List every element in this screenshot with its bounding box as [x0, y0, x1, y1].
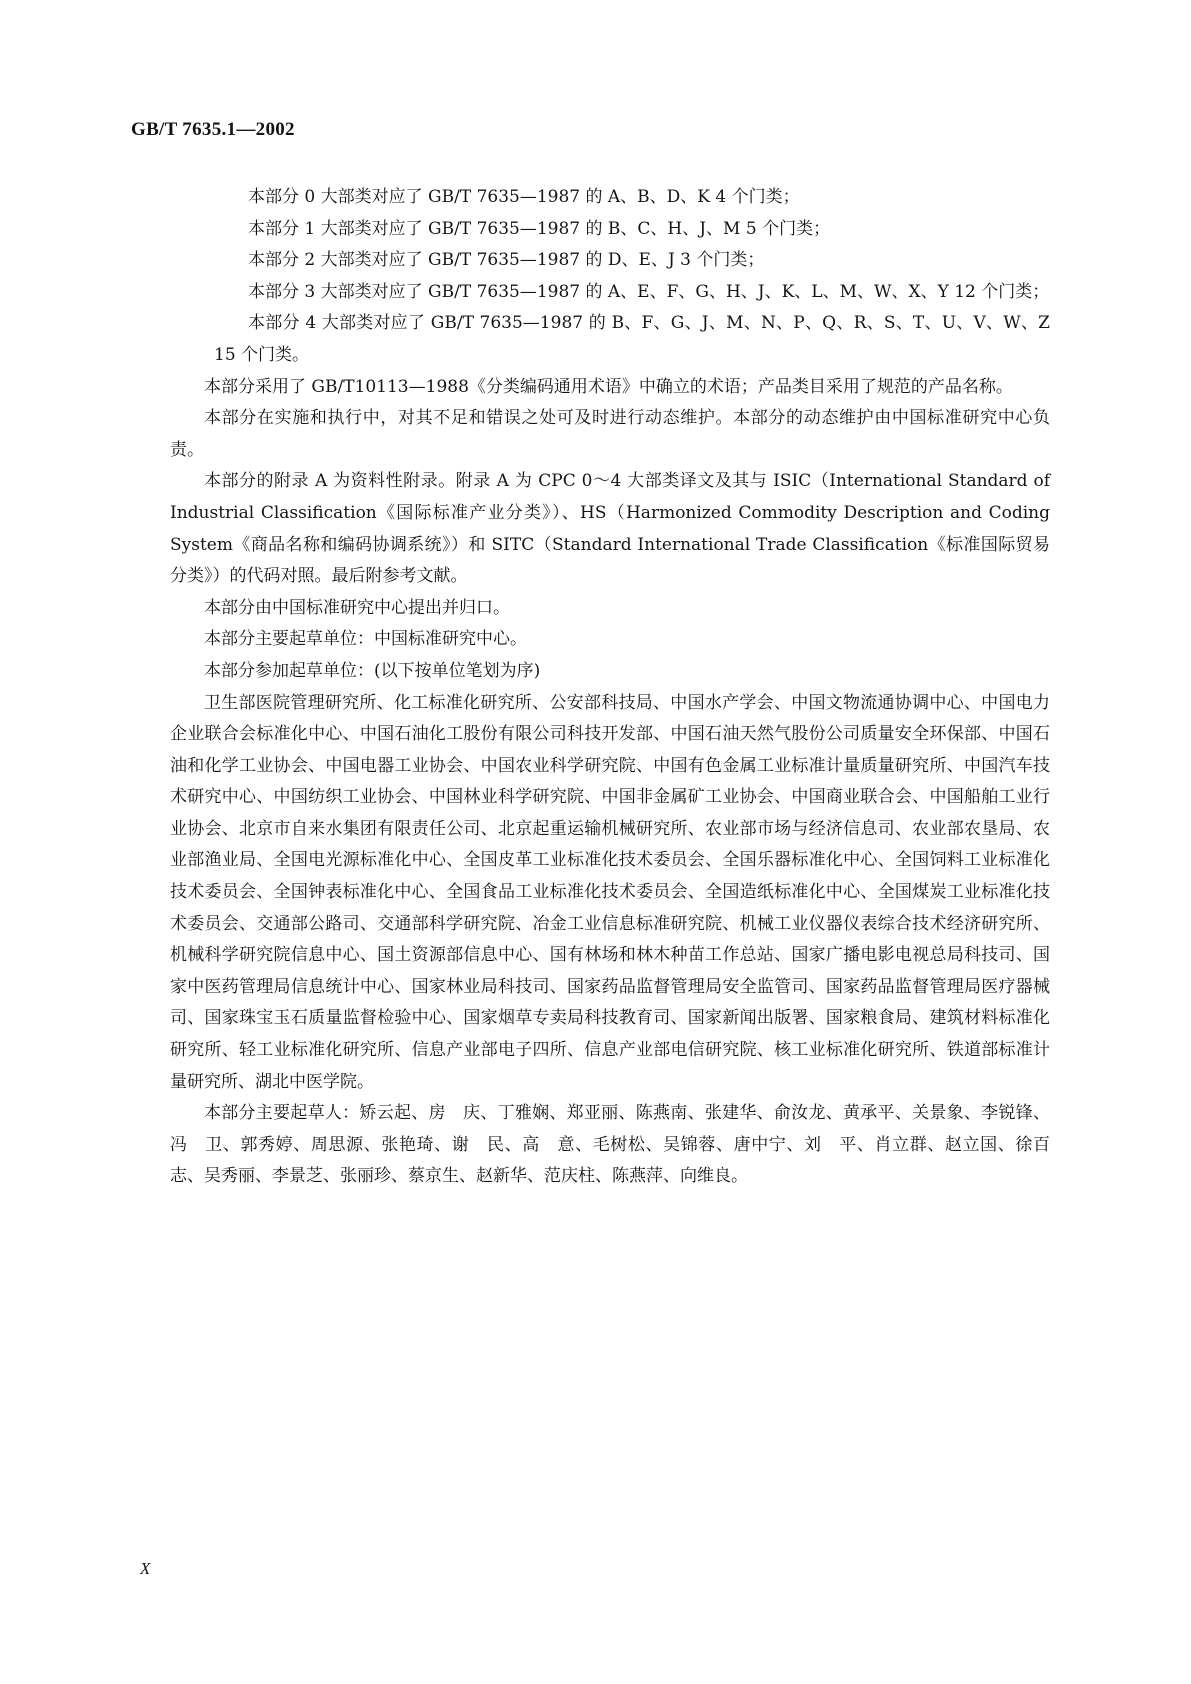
main-drafter-unit-paragraph: 本部分主要起草单位：中国标准研究中心。: [204, 629, 527, 650]
terms-paragraph: 本部分采用了 GB/T10113—1988《分类编码通用术语》中确立的术语；产品类目采用了规范的产品名称。: [204, 376, 1013, 397]
page-number: X: [140, 1559, 151, 1578]
list-item: 本部分 4 大部类对应了 GB/T 7635—1987 的 B、F、G、J、M、N、P、Q、R、S、T、U、V、W、Z 15 个门类。: [214, 313, 1050, 365]
document-body: [170, 182, 1050, 1193]
maintenance-paragraph: 本部分在实施和执行中，对其不足和错误之处可及时进行动态维护。本部分的动态维护由中国标准研究中心负责。: [170, 408, 1050, 460]
participating-units-intro: 本部分参加起草单位：(以下按单位笔划为序): [204, 660, 541, 681]
proposer-paragraph: 本部分由中国标准研究中心提出并归口。: [204, 597, 510, 618]
main-drafters-paragraph: 本部分主要起草人：矫云起、房 庆、丁雅娴、郑亚丽、陈燕南、张建华、俞汝龙、黄承平、关景象、李锐锋、冯 卫、郭秀婷、周思源、张艳琦、谢 民、高 意、毛树松、吴锦蓉、唐中宁、刘 平、肖立群、赵立国、徐百志、吴秀丽、李景芝、张丽珍、蔡京生、赵新华、范庆柱、陈燕萍、向维良。: [170, 1103, 1050, 1187]
appendix-paragraph: 本部分的附录 A 为资料性附录。附录 A 为 CPC 0～4 大部类译文及其与 ISIC（International Standard of Industrial Classification《国际标准产业分类》）、HS（Harmonized Commodity Description and Coding System《商品名称和编码协调系统》）和 SITC（Standard International Trade Classification《标准国际贸易分类》）的代码对照。最后附参考文献。: [170, 471, 1050, 587]
list-item: 本部分 2 大部类对应了 GB/T 7635—1987 的 D、E、J 3 个门类；: [248, 250, 765, 271]
standard-code: GB/T 7635.1—2002: [131, 119, 295, 140]
participating-units-list: 卫生部医院管理研究所、化工标准化研究所、公安部科技局、中国水产学会、中国文物流通协调中心、中国电力企业联合会标准化中心、中国石油化工股份有限公司科技开发部、中国石油天然气股份公司质量安全环保部、中国石油和化学工业协会、中国电器工业协会、中国农业科学研究院、中国有色金属工业标准计量质量研究所、中国汽车技术研究中心、中国纺织工业协会、中国林业科学研究院、中国非金属矿工业协会、中国商业联合会、中国船舶工业行业协会、北京市自来水集团有限责任公司、北京起重运输机械研究所、农业部市场与经济信息司、农业部农垦局、农业部渔业局、全国电光源标准化中心、全国皮革工业标准化技术委员会、全国乐器标准化中心、全国饲料工业标准化技术委员会、全国钟表标准化中心、全国食品工业标准化技术委员会、全国造纸标准化中心、全国煤炭工业标准化技术委员会、交通部公路司、交通部科学研究院、冶金工业信息标准研究院、机械工业仪器仪表综合技术经济研究所、机械科学研究院信息中心、国土资源部信息中心、国有林场和林木种苗工作总站、国家广播电影电视总局科技司、国家中医药管理局信息统计中心、国家林业局科技司、国家药品监督管理局安全监管司、国家药品监督管理局医疗器械司、国家珠宝玉石质量监督检验中心、国家烟草专卖局科技教育司、国家新闻出版署、国家粮食局、建筑材料标准化研究所、轻工业标准化研究所、信息产业部电子四所、信息产业部电信研究院、核工业标准化研究所、铁道部标准计量研究所、湖北中医学院。: [170, 692, 1050, 1092]
correspondence-list: [170, 182, 1050, 372]
list-item: 本部分 1 大部类对应了 GB/T 7635—1987 的 B、C、H、J、M 5 个门类；: [248, 218, 831, 239]
list-item: 本部分 3 大部类对应了 GB/T 7635—1987 的 A、E、F、G、H、J、K、L、M、W、X、Y 12 个门类；: [248, 281, 1050, 302]
list-item: 本部分 0 大部类对应了 GB/T 7635—1987 的 A、B、D、K 4 个门类；: [248, 187, 800, 207]
